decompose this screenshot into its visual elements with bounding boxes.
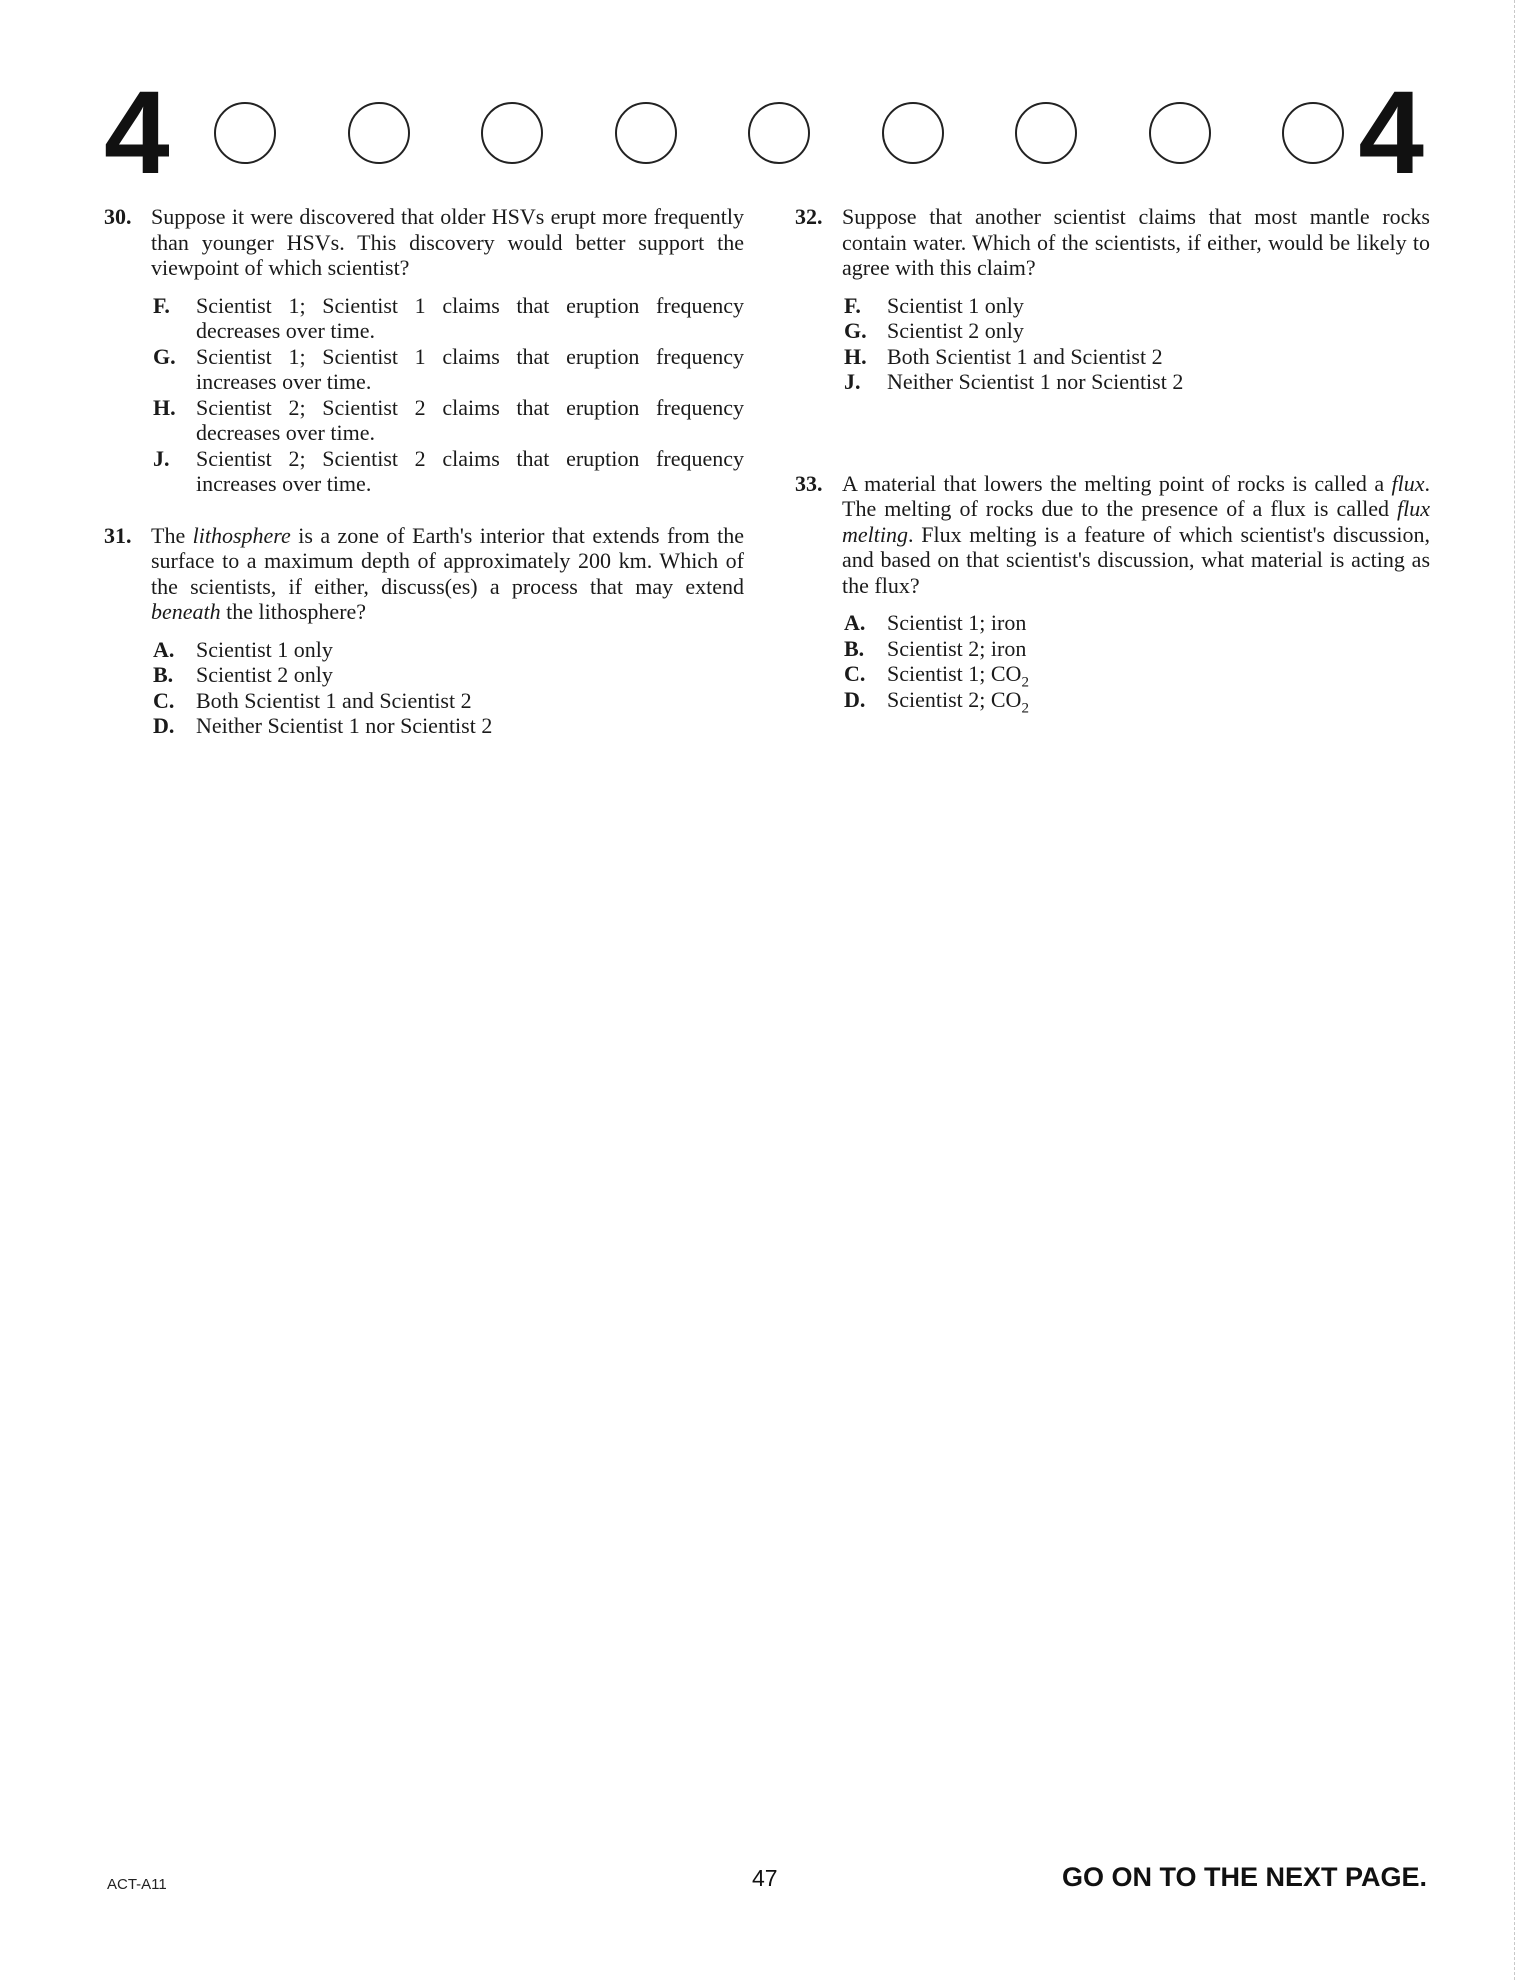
option-text: Scientist 2 only [887, 318, 1024, 343]
answer-option-d[interactable] [842, 686, 1430, 716]
question-number: 30. [104, 204, 132, 229]
answer-options [842, 293, 1430, 395]
stem-text: the lithosphere? [220, 599, 367, 624]
stem-text: . The melting of rocks due to the presence of a flux is called [842, 470, 1430, 521]
option-text: Scientist 1 only [887, 292, 1024, 318]
stem-term-lithosphere: lithosphere [192, 522, 291, 548]
question-stem: Suppose that another scientist claims that most mantle rocks contain water. Which of the scientists, if either, would be likely to agree with this claim? [842, 204, 1430, 280]
stem-term-beneath: beneath [151, 599, 221, 624]
stem-text: The [151, 522, 193, 548]
answer-option-c[interactable] [151, 688, 744, 714]
go-on-instruction: GO ON TO THE NEXT PAGE. [1061, 1862, 1427, 1892]
answer-option-j[interactable] [842, 369, 1430, 395]
header-circle [1282, 102, 1344, 164]
header-circle [882, 102, 944, 164]
option-text [887, 661, 1029, 691]
option-text: Both Scientist 1 and Scientist 2 [887, 343, 1163, 369]
option-text: Scientist 1; Scientist 1 claims that eruption frequency decreases over time. [196, 292, 744, 343]
header-circle-row [214, 102, 1344, 168]
section-number-right: 4 [1358, 67, 1424, 199]
option-letter: A. [844, 610, 866, 635]
header-circle [348, 102, 410, 164]
answer-option-b[interactable] [842, 636, 1430, 662]
section-number-left: 4 [104, 67, 170, 199]
header-circle [481, 102, 543, 164]
question-33 [795, 470, 1430, 716]
answer-option-f[interactable] [842, 293, 1430, 319]
question-32 [795, 204, 1430, 395]
stem-text: A material that lowers the melting point of rocks is called a [842, 470, 1392, 496]
stem-term-flux-melting: flux melting [842, 496, 1430, 547]
option-letter: A. [153, 636, 175, 662]
option-text: Neither Scientist 1 nor Scientist 2 [887, 369, 1184, 394]
answer-option-d[interactable] [151, 713, 744, 739]
question-30 [104, 204, 744, 497]
option-letter: J. [844, 369, 861, 394]
option-letter: H. [153, 394, 176, 420]
option-letter: H. [844, 343, 867, 369]
option-text: Neither Scientist 1 nor Scientist 2 [196, 713, 493, 738]
option-text [887, 686, 1029, 716]
option-letter: G. [844, 318, 867, 343]
answer-option-b[interactable] [151, 662, 744, 688]
question-number: 32. [795, 204, 823, 229]
option-text: Scientist 1; iron [887, 610, 1027, 635]
stem-term-flux: flux [1391, 470, 1425, 496]
left-column [104, 204, 744, 765]
option-text: Scientist 2 only [196, 662, 333, 687]
option-letter: D. [153, 713, 175, 738]
option-text: Scientist 2; Scientist 2 claims that eruption frequency decreases over time. [196, 394, 744, 445]
answer-option-g[interactable] [842, 318, 1430, 344]
option-text: Scientist 2; iron [887, 635, 1027, 661]
option-text: Both Scientist 1 and Scientist 2 [196, 687, 472, 713]
option-subscript: 2 [1021, 699, 1029, 716]
question-number: 31. [104, 522, 132, 548]
answer-option-f[interactable] [151, 293, 744, 344]
option-text-main: Scientist 2; CO [887, 686, 1022, 712]
option-letter: G. [153, 343, 176, 369]
form-code: ACT-A11 [107, 1876, 167, 1893]
answer-option-h[interactable] [151, 395, 744, 446]
stem-text: . Flux melting is a feature of which scientist's discussion, and based on that scientist's discussion, what material is acting as the flux? [842, 521, 1430, 598]
answer-option-g[interactable] [151, 344, 744, 395]
header-circle [1015, 102, 1077, 164]
page-number: 47 [752, 1865, 778, 1891]
option-text: Scientist 2; Scientist 2 claims that eruption frequency increases over time. [196, 445, 744, 496]
question-number: 33. [795, 470, 823, 496]
option-text-main: Scientist 1; CO [887, 661, 1022, 686]
header-circle [214, 102, 276, 164]
answer-option-j[interactable] [151, 446, 744, 497]
question-stem: Suppose it were discovered that older HSVs erupt more frequently than younger HSVs. This discovery would better support the viewpoint of which scientist? [151, 204, 744, 280]
option-letter: F. [844, 292, 861, 318]
page-edge-scan-line [1514, 0, 1515, 1980]
option-letter: C. [844, 661, 866, 686]
answer-options [151, 637, 744, 739]
answer-option-h[interactable] [842, 344, 1430, 370]
answer-option-c[interactable] [842, 661, 1430, 691]
header-circle [1149, 102, 1211, 164]
question-stem [151, 523, 744, 625]
option-letter: B. [844, 635, 865, 661]
section-header [104, 67, 1424, 199]
option-letter: C. [153, 687, 175, 713]
stem-text: is a zone of Earth's interior that extends from the surface to a maximum depth of approximately 200 km. Which of the scientists, if either, discuss(es) a process that may extend [151, 522, 744, 599]
answer-options [842, 610, 1430, 716]
answer-option-a[interactable] [151, 637, 744, 663]
question-stem [842, 471, 1430, 599]
option-text: Scientist 1 only [196, 636, 333, 662]
question-31 [104, 523, 744, 739]
answer-option-a[interactable] [842, 610, 1430, 636]
option-letter: J. [153, 445, 170, 471]
answer-options [151, 293, 744, 497]
header-circle [748, 102, 810, 164]
option-text: Scientist 1; Scientist 1 claims that eruption frequency increases over time. [196, 343, 744, 394]
option-letter: B. [153, 662, 174, 687]
right-column [795, 204, 1430, 738]
option-subscript: 2 [1021, 674, 1029, 691]
header-circle [615, 102, 677, 164]
option-letter: D. [844, 686, 866, 712]
option-letter: F. [153, 292, 170, 318]
